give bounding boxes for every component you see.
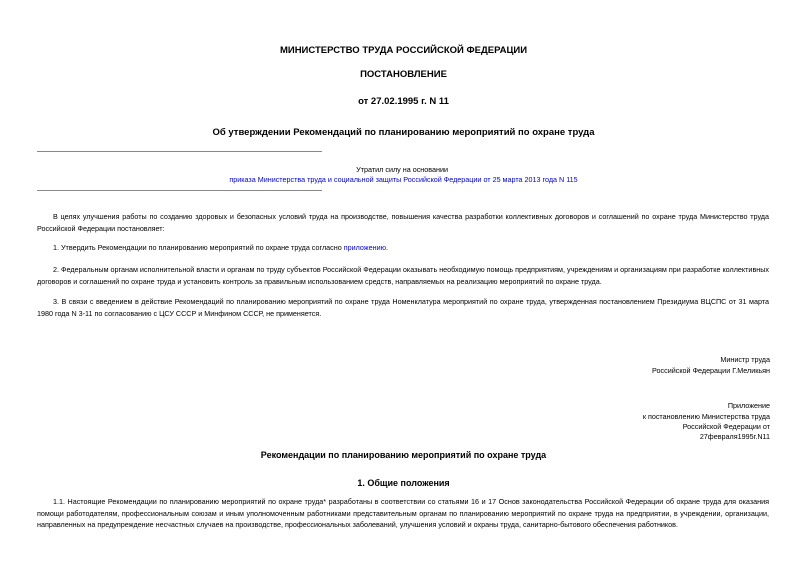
appendix-ref-1: к постановлению Министерства труда (642, 412, 770, 421)
item-1-paragraph (37, 242, 769, 254)
appendix-ref-3: 27февраля1995г.N11 (699, 432, 770, 441)
recommendations-title: Рекомендации по планированию мероприятий по охране труда (260, 450, 547, 460)
document-date: от 27.02.1995 г. N 11 (358, 96, 449, 107)
item-3-paragraph: 3. В связи с введением в действие Рекомендаций по планированию мероприятий по охране труда Номенклатура мероприятий по охране труда, утвержденная постановлением Президиума ВЦСПС от 31 марта 1980 года N 3-11 по согласованию с ЦСУ СССР и Минфином СССР, не применяется. (37, 297, 769, 318)
repeal-note: Утратил силу на основании (356, 165, 448, 174)
document-type: ПОСТАНОВЛЕНИЕ (360, 69, 447, 80)
signature-title: Министр труда (720, 355, 770, 364)
item-1-end: . (385, 243, 388, 252)
intro-paragraph: В целях улучшения работы по созданию здоровых и безопасных условий труда на производстве, повышения качества разработки коллективных договоров и соглашений по охране труда Министерство труда Российской Федерации постановляет: (37, 212, 769, 233)
appendix-link[interactable]: приложению (343, 243, 386, 252)
item-1-text: 1. Утвердить Рекомендации по планированию мероприятий по охране труда согласно (53, 243, 344, 252)
section-1-title: 1. Общие положения (357, 478, 450, 488)
repeal-order-link[interactable]: приказа Министерства труда и социальной защиты Российской Федерации от 25 марта 2013 года N 115 (229, 175, 578, 184)
item-2-paragraph: 2. Федеральным органам исполнительной власти и органам по труду субъектов Российской Федерации оказывать необходимую помощь предприятиям, учреждениям и организациям при разработке коллективных договоров и соглашений по охране труда и установить контроль за правильным использованием средств, направляемых на реализацию мероприятий по охране труда. (37, 265, 769, 286)
appendix-ref-2: Российской Федерации от (682, 422, 770, 431)
paragraph-1-1: 1.1. Настоящие Рекомендации по планированию мероприятий по охране труда* разработаны в соответствии со статьями 16 и 17 Основ законодательства Российской Федерации об охране труда для оказания помощи работодателям, профессиональным союзам и иным уполномоченным работниками представительным органам по планированию мероприятий по охране труда на предприятии, в учреждении, организации, направленных на предупреждение несчастных случаев на производстве, профессиональных заболеваний, улучшения условий и охраны труда, санитарно-бытового обеспечения работников. (37, 497, 769, 529)
divider-top (37, 151, 322, 152)
divider-bottom (37, 190, 322, 191)
repeal-link-row (0, 175, 807, 184)
signature-name: Российской Федерации Г.Меликьян (652, 366, 770, 375)
appendix-label: Приложение (727, 401, 770, 410)
document-title: Об утверждении Рекомендаций по планированию мероприятий по охране труда (212, 127, 595, 138)
ministry-heading: МИНИСТЕРСТВО ТРУДА РОССИЙСКОЙ ФЕДЕРАЦИИ (279, 45, 528, 56)
